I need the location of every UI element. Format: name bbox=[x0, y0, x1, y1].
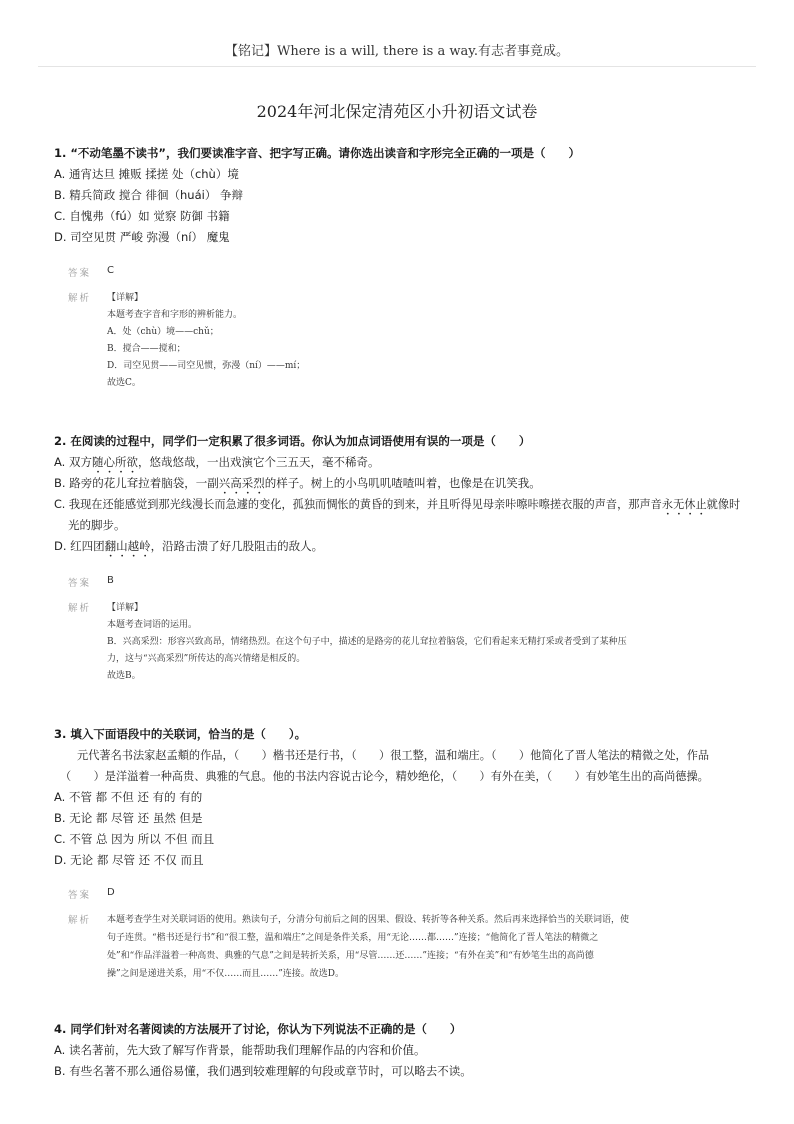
question-1-option-b: B. 精兵简政 搅合 徘徊（huái） 争辩 bbox=[54, 188, 243, 202]
question-2-explanation-line: 【详解】 bbox=[107, 603, 144, 613]
question-3-option-b: B. 无论 都 尽管 还 虽然 但是 bbox=[54, 811, 203, 825]
analysis-label: 解析 bbox=[68, 915, 92, 926]
question-2-explanation-line: 故选B。 bbox=[107, 671, 141, 681]
option-text: C. 我现在还能感觉到那光线漫长而急遽的变化，孤独而惆怅的黄昏的到来，并且听得见母亲咔嚓咔嚓搓衣服的声音，那声音 bbox=[54, 498, 662, 511]
question-3-explanation-line: 处”和“作品洋溢着一种高贵、典雅的气息”之间是转折关系，用“尽管……还……”连接；“有外在美”和“有妙笔生出的高尚德 bbox=[107, 951, 594, 961]
answer-label: 答案 bbox=[68, 890, 92, 901]
analysis-label: 解析 bbox=[68, 293, 92, 304]
question-3-explanation-line: 操”之间是递进关系，用“不仅……而且……”连接。故选D。 bbox=[107, 969, 345, 979]
answer-label: 答案 bbox=[68, 268, 92, 279]
option-text: 的样子。树上的小鸟叽叽喳喳叫着，也像是在讥笑我。 bbox=[264, 476, 541, 490]
question-1-answer: C bbox=[107, 265, 114, 276]
option-text: A. 双方 bbox=[54, 455, 92, 469]
dotted-word: 兴高采烈 bbox=[218, 476, 265, 490]
header-divider bbox=[38, 66, 756, 67]
option-text: D. 红四团 bbox=[54, 539, 105, 553]
answer-label: 答案 bbox=[68, 578, 92, 589]
question-3-stem: 3. 填入下面语段中的关联词，恰当的是（ ）。 bbox=[54, 727, 307, 741]
header-motto: 【铭记】Where is a will, there is a way.有志者事竟成。 bbox=[225, 44, 569, 59]
analysis-label: 解析 bbox=[68, 603, 92, 614]
question-2-explanation-line: B．兴高采烈：形容兴致高昂，情绪热烈。在这个句子中，描述的是路旁的花儿耷拉着脑袋，它们看起来无精打采或者受到了某种压 bbox=[107, 637, 627, 647]
question-3-option-c: C. 不管 总 因为 所以 不但 而且 bbox=[54, 832, 215, 846]
question-2-option-c bbox=[54, 496, 740, 518]
option-text: ，悠哉悠哉，一出戏演它个三五天，毫不稀奇。 bbox=[137, 455, 380, 469]
question-1-option-d: D. 司空见贯 严峻 弥漫（ní） 魔鬼 bbox=[54, 230, 230, 244]
question-1-stem: 1. “不动笔墨不读书”，我们要读准字音、把字写正确。请你选出读音和字形完全正确的一项是（ ） bbox=[54, 146, 580, 160]
page-title: 2024年河北保定清苑区小升初语文试卷 bbox=[256, 102, 538, 121]
question-1-option-c: C. 自愧弗（fú）如 觉察 防御 书籍 bbox=[54, 209, 230, 223]
question-2-stem: 2. 在阅读的过程中，同学们一定积累了很多词语。你认为加点词语使用有误的一项是（ ） bbox=[54, 434, 531, 448]
question-1-explanation-line: D．司空见贯——司空见惯，弥漫（ní）——mí； bbox=[107, 361, 306, 371]
question-3-explanation-line: 句子连贯。“楷书还是行书”和“很工整，温和端庄”之间是条件关系，用“无论……都……”连接；“他简化了晋人笔法的精微之 bbox=[107, 933, 599, 943]
question-3-explanation-line: 本题考查学生对关联词语的使用。熟读句子，分清分句前后之间的因果、假设、转折等各种关系。然后再来选择恰当的关联词语，使 bbox=[107, 915, 630, 925]
dotted-word: 随心所欲 bbox=[91, 455, 138, 469]
question-1-explanation-line: 本题考查字音和字形的辨析能力。 bbox=[107, 310, 243, 320]
question-3-option-d: D. 无论 都 尽管 还 不仅 而且 bbox=[54, 853, 204, 867]
question-4-option-a: A. 读名著前，先大致了解写作背景，能帮助我们理解作品的内容和价值。 bbox=[54, 1043, 426, 1057]
question-2-answer: B bbox=[107, 575, 114, 586]
question-1-option-a: A. 通宵达旦 摊贩 揉搓 处（chù）境 bbox=[54, 167, 239, 181]
question-4-stem: 4. 同学们针对名著阅读的方法展开了讨论，你认为下列说法不正确的是（ ） bbox=[54, 1022, 462, 1036]
question-2-option-d bbox=[54, 538, 323, 560]
question-2-explanation-line: 力，这与“兴高采烈”所传达的高兴情绪是相反的。 bbox=[107, 654, 306, 664]
question-2-option-c-continued: 光的脚步。 bbox=[68, 518, 126, 532]
question-1-explanation-line: A．处（chù）境——chǔ； bbox=[107, 327, 219, 337]
question-4-option-b: B. 有些名著不那么通俗易懂，我们遇到较难理解的句段或章节时，可以略去不读。 bbox=[54, 1064, 472, 1078]
question-2-option-a bbox=[54, 454, 379, 476]
question-3-passage-line: （ ）是洋溢着一种高贵、典雅的气息。他的书法内容说古论今，精妙绝伦，（ ）有外在美，（ ）有妙笔生出的高尚德操。 bbox=[60, 770, 709, 783]
question-3-answer: D bbox=[107, 887, 115, 898]
option-text: ，沿路击溃了好几股阻击的敌人。 bbox=[150, 539, 324, 553]
dotted-word: 永无休止 bbox=[661, 498, 707, 511]
question-3-passage-line: 元代著名书法家赵孟頫的作品，（ ）楷书还是行书，（ ）很工整，温和端庄。（ ）他简化了晋人笔法的精微之处，作品 bbox=[77, 749, 710, 762]
question-1-explanation-line: B．搅合——搅和； bbox=[107, 344, 186, 354]
option-text: B. 路旁的花儿耷拉着脑袋，一副 bbox=[54, 476, 219, 490]
question-1-explanation-line: 故选C。 bbox=[107, 378, 141, 388]
question-1-explanation-line: 【详解】 bbox=[107, 293, 144, 303]
question-3-option-a: A. 不管 都 不但 还 有的 有的 bbox=[54, 790, 203, 804]
question-2-option-b bbox=[54, 475, 541, 497]
question-2-explanation-line: 本题考查词语的运用。 bbox=[107, 620, 198, 630]
dotted-word: 翻山越岭 bbox=[104, 539, 151, 553]
option-text: 就像时 bbox=[706, 498, 741, 511]
